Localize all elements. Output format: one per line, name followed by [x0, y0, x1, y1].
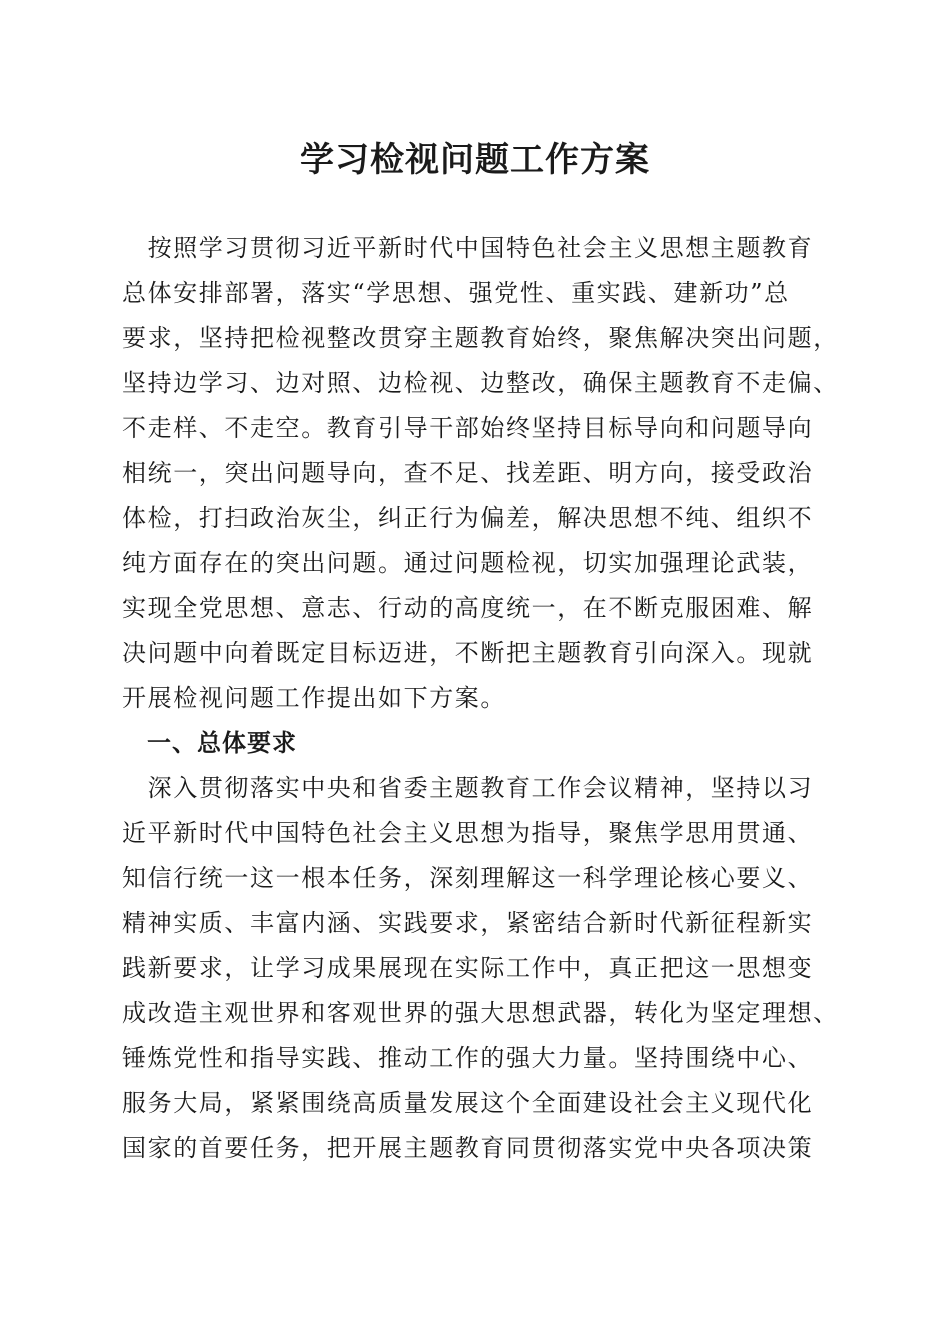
- section-line: 精神实质、丰富内涵、实践要求，紧密结合新时代新征程新实: [122, 909, 814, 937]
- intro-line: 决问题中向着既定目标迈进，不断把主题教育引向深入。现就: [122, 639, 814, 667]
- intro-line: 体检，打扫政治灰尘，纠正行为偏差，解决思想不纯、组织不: [122, 504, 814, 532]
- intro-line: 相统一，突出问题导向，查不足、找差距、明方向，接受政治: [122, 459, 814, 487]
- section-line: 成改造主观世界和客观世界的强大思想武器，转化为坚定理想、: [122, 999, 839, 1027]
- intro-line: 要求，坚持把检视整改贯穿主题教育始终，聚焦解决突出问题，: [122, 324, 839, 352]
- section-line: 服务大局，紧紧围绕高质量发展这个全面建设社会主义现代化: [122, 1089, 814, 1117]
- intro-line: 开展检视问题工作提出如下方案。: [122, 684, 506, 712]
- section-line: 国家的首要任务，把开展主题教育同贯彻落实党中央各项决策: [122, 1134, 814, 1162]
- intro-line: 总体安排部署，落实“学思想、强党性、重实践、建新功”总: [122, 279, 790, 307]
- intro-line: 坚持边学习、边对照、边检视、边整改，确保主题教育不走偏、: [122, 369, 839, 397]
- section-line: 锤炼党性和指导实践、推动工作的强大力量。坚持围绕中心、: [122, 1044, 814, 1072]
- section-line: 知信行统一这一根本任务，深刻理解这一科学理论核心要义、: [122, 864, 814, 892]
- section-line: 深入贯彻落实中央和省委主题教育工作会议精神，坚持以习: [122, 774, 814, 802]
- section-line: 近平新时代中国特色社会主义思想为指导，聚焦学思用贯通、: [122, 819, 814, 847]
- document-title: 学习检视问题工作方案: [300, 140, 650, 180]
- intro-line: 按照学习贯彻习近平新时代中国特色社会主义思想主题教育: [122, 234, 814, 262]
- section-line: 践新要求，让学习成果展现在实际工作中，真正把这一思想变: [122, 954, 814, 982]
- section-heading: 一、总体要求: [122, 729, 297, 757]
- intro-line: 纯方面存在的突出问题。通过问题检视，切实加强理论武装，: [122, 549, 814, 577]
- intro-line: 不走样、不走空。教育引导干部始终坚持目标导向和问题导向: [122, 414, 814, 442]
- intro-line: 实现全党思想、意志、行动的高度统一，在不断克服困难、解: [122, 594, 814, 622]
